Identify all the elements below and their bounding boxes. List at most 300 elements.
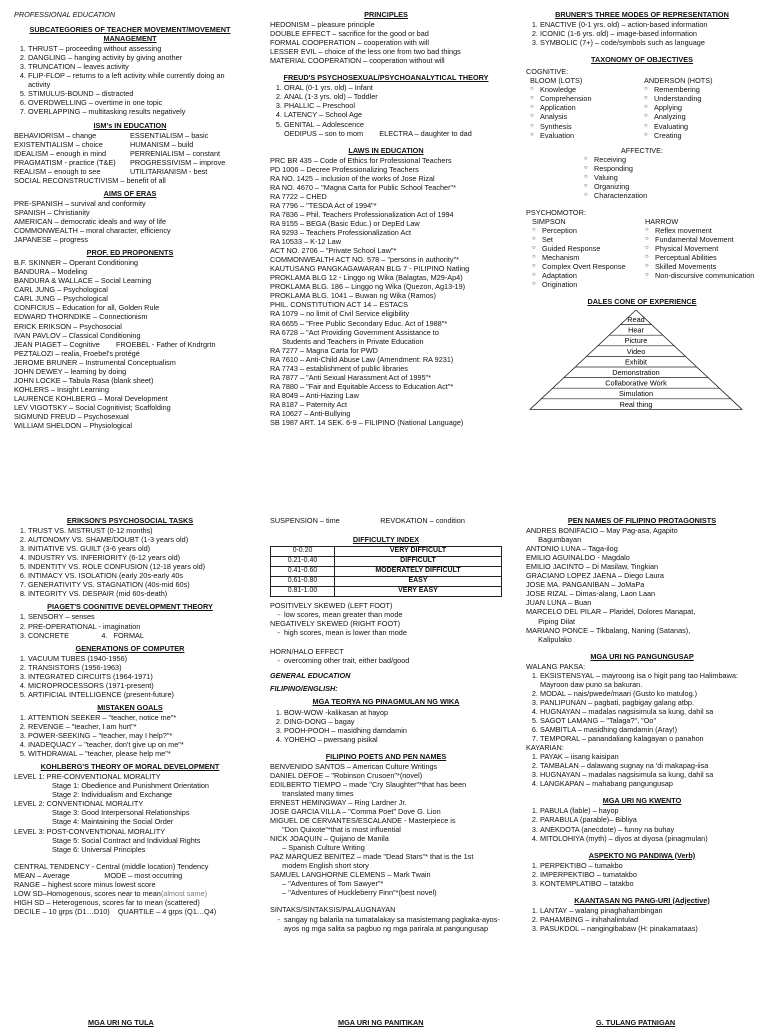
list-item: 1. EKSISTENSYAL – mayroong isa o higit pang tao Halimbawa: Mayroon daw puno sa bakuran. <box>540 671 758 689</box>
anderson-label: ANDERSON (HOTS) <box>644 76 713 86</box>
list-item: ERICK ERIKSON – Psychosocial <box>14 321 122 331</box>
table-cell: 0-0.20 <box>271 547 335 557</box>
list-item: JUAN LUNA – Buan <box>526 598 592 608</box>
dale-heading: DALES CONE OF EXPERIENCE <box>587 297 697 307</box>
list-item-text: Creating <box>654 130 682 140</box>
list-item: RA 7836 – Phil. Teachers Professionalization Act of 1994 <box>270 209 454 219</box>
list-item: COMMONWEALTH ACT NO. 578 – "persons in authority"* <box>270 255 460 265</box>
list-item: DOUBLE EFFECT – sacrifice for the good or bad <box>270 29 429 39</box>
list-item: JOHN DEWEY – learning by doing <box>14 366 127 376</box>
horn-halo: HORN/HALO EFFECT <box>270 647 344 657</box>
list-item: RA 6655 – "Free Public Secondary Educ. Act of 1988"* <box>270 318 448 328</box>
list-item <box>644 94 758 103</box>
list-item: 2. REVENGE – "teacher, I am hurt"* <box>28 722 246 731</box>
list-item: PROKLAMA BLG. 1041 – Buwan ng Wika (Ramos) <box>270 291 436 301</box>
list-item: 4. LATENCY – School Age <box>284 110 502 119</box>
list-item: HEDONISM – pleasure principle <box>270 20 375 30</box>
pen-names-list <box>526 526 758 644</box>
list-item-text: Fundamental Movement <box>655 235 734 245</box>
list-item-text: Analyzing <box>654 112 686 122</box>
list-item: JEAN PIAGET – Cognitive FROEBEL - Father of Kndrgrtn <box>14 339 216 349</box>
cone-level-label: Simulation <box>618 389 654 399</box>
dale-cone <box>526 310 758 413</box>
list-item <box>532 235 645 244</box>
list-item: Students and Teachers in Private Education <box>270 336 424 346</box>
table-cell <box>166 176 246 185</box>
list-item: KAUTUSANG PANGKAGAWARAN BLG 7 - PILIPINO Natling <box>270 264 470 274</box>
laws-heading: LAWS IN EDUCATION <box>348 145 424 155</box>
stats-note: (almost same) <box>160 888 208 898</box>
bullet-icon: ○ <box>532 236 536 243</box>
list-item: 2. IMPERPEKTIBO – tumatakbo <box>540 870 758 879</box>
list-item: JOSE GARCIA VILLA – "Comma Poet" Dove G. Lion <box>270 806 441 816</box>
bloom-column <box>526 76 644 139</box>
list-item-text: Perceptual Abilities <box>655 253 717 263</box>
page-title: PROFESSIONAL EDUCATION <box>14 10 116 19</box>
list-item: 1. PABULA (fable) – hayop <box>540 806 758 815</box>
list-item-text: Origination <box>542 280 578 290</box>
poets-heading: FILIPINO POETS AND PEN NAMES <box>325 751 447 761</box>
cone-level-label: Demonstration <box>612 368 660 378</box>
list-item: 4. MICROPROCESSORS (1971-present) <box>28 681 246 690</box>
list-item: 4. LANGKAPAN – mahabang pangungusap <box>540 779 758 788</box>
bullet-icon: ○ <box>644 113 648 120</box>
sintaks-list <box>270 915 502 933</box>
list-item: BANDURA – Modeling <box>14 267 88 277</box>
footer-heading: G. TULANG PATNIGAN <box>596 1018 676 1027</box>
negative-skew-list <box>270 628 502 637</box>
stats-line <box>14 889 246 898</box>
list-item: 2. MODAL – nais/pwede/maari (Gusto ko matulog.) <box>540 689 758 698</box>
computer-heading: GENERATIONS OF COMPUTER <box>75 643 185 653</box>
list-item: 2. TRANSISTORS (1956-1963) <box>28 663 246 672</box>
list-item: modern English short story <box>270 861 369 871</box>
stats-line: MEAN – Average MODE – most occurring <box>14 870 183 880</box>
list-item: 5. WITHDRAWAL – "teacher, please help me"* <box>28 749 246 758</box>
footer-heading: MGA URI NG TULA <box>88 1018 154 1027</box>
list-item: 1. BOW-WOW -kalikasan at hayop <box>284 708 502 717</box>
list-item: RA 8187 – Paternity Act <box>270 399 348 409</box>
cone-level-label: Picture <box>624 336 648 346</box>
bloom-label: BLOOM (LOTS) <box>530 76 583 86</box>
list-item <box>645 226 758 235</box>
negative-skew: NEGATIVELY SKEWED (RIGHT FOOT) <box>270 619 401 629</box>
table-row <box>14 131 246 140</box>
walang-paksa-list <box>526 671 758 743</box>
laws-list <box>270 156 502 427</box>
list-item <box>584 164 758 173</box>
piaget-heading: PIAGET'S COGNITIVE DEVELOPMENT THEORY <box>47 602 213 612</box>
list-item: RA 7743 – establishment of public libraries <box>270 363 408 373</box>
list-item-text: Organizing <box>594 181 630 191</box>
kohlberg-heading: KOHLBERG'S THEORY OF MORAL DEVELOPMENT <box>40 762 220 772</box>
list-item: PROKLAMA BLG 12 - Linggo ng Wika (Balagtas, M29-Ap4) <box>270 273 463 283</box>
list-item: 4. YOHEHO – pwersang pisikal <box>284 735 502 744</box>
proponents-heading: PROF. ED PROPONENTS <box>86 248 174 258</box>
list-item: - high scores, mean is lower than mode <box>284 628 502 637</box>
list-item <box>584 173 758 182</box>
table-row <box>271 547 502 557</box>
kohlberg-stage: Stage 6: Universal Principles <box>52 844 146 854</box>
list-item: 5. GENITAL – Adolescence <box>284 120 502 129</box>
list-item: PEZTALOZI – realia, Froebel's protégé <box>14 348 140 358</box>
difficulty-heading: DIFFICULTY INDEX <box>352 535 420 545</box>
bullet-icon: ○ <box>530 104 534 111</box>
list-item <box>644 85 758 94</box>
stats-line: RANGE – highest score minus lowest score <box>14 879 156 889</box>
table-cell: 0.21-0.40 <box>271 557 335 567</box>
list-item: - low scores, mean greater than mode <box>284 610 502 619</box>
list-item: translated many times <box>270 788 354 798</box>
list-item <box>532 271 645 280</box>
list-item: Bagumbayan <box>526 535 582 545</box>
list-item: 4. INADEQUACY – "teacher, don't give up on me"* <box>28 740 246 749</box>
list-item <box>530 103 644 112</box>
cone-level-label: Hear <box>628 325 644 335</box>
cognitive-columns <box>526 76 758 139</box>
list-item: 3. ANEKDOTA (anecdote) – funny na buhay <box>540 825 758 834</box>
table-cell: PROGRESSIVISM – improve <box>130 157 226 167</box>
list-item: 1. ATTENTION SEEKER – "teacher, notice me"* <box>28 713 246 722</box>
table-cell: 0.81-1.00 <box>271 587 335 597</box>
list-item: RA 9293 – Teachers Professionalization Act <box>270 228 412 238</box>
pang-uri-list <box>526 906 758 933</box>
list-item <box>532 262 645 271</box>
computer-list <box>14 654 246 699</box>
proponents-list <box>14 258 246 430</box>
horn-halo-list <box>270 656 502 665</box>
bullet-icon: ○ <box>645 254 649 261</box>
freud-list <box>270 83 502 128</box>
eras-heading: AIMS OF ERAS <box>103 188 157 198</box>
list-item: 3. CONCRETE 4. FORMAL <box>28 631 246 640</box>
bloom-list <box>530 85 644 139</box>
erikson-heading: ERIKSON'S PSYCHOSOCIAL TASKS <box>66 516 194 525</box>
list-item-text: Reflex movement <box>655 225 712 235</box>
table-cell: PERRENIALISM – constant <box>130 148 221 158</box>
bruner-list <box>526 20 758 47</box>
table-cell: EASY <box>334 577 501 587</box>
list-item: 1. SENSORY – senses <box>28 612 246 621</box>
list-item: 4. INDUSTRY VS. INFERIORITY (6-12 years old) <box>28 553 246 562</box>
list-item-text: Mechanism <box>542 253 580 263</box>
bullet-icon: ○ <box>644 95 648 102</box>
pandiwa-heading: ASPEKTO NG PANDIWA (Verb) <box>588 850 696 860</box>
list-item: 1. LANTAY – walang pinaghahambingan <box>540 906 758 915</box>
bullet-icon: ○ <box>644 86 648 93</box>
list-item: JEROME BRUNER – Instrumental Conceptualism <box>14 357 176 367</box>
psychomotor-columns <box>526 217 758 289</box>
list-item-text: Applying <box>654 103 682 113</box>
oedipus-electra: OEDIPUS – son to mom ELECTRA – daughter to dad <box>284 128 472 138</box>
list-item-text: Skilled Movements <box>655 262 717 272</box>
list-item <box>532 280 645 289</box>
table-cell: REALISM – enough to see <box>14 166 101 176</box>
table-row <box>14 149 246 158</box>
list-item: 1. TRUST VS. MISTRUST (0-12 months) <box>28 526 246 535</box>
list-item: 2. DING-DONG – bagay <box>284 717 502 726</box>
list-item: COMMONWEALTH – moral character, efficiency <box>14 226 171 236</box>
principles-list <box>270 20 502 65</box>
list-item-text: Analysis <box>540 112 568 122</box>
cone-level-label: Exhibit <box>625 357 647 367</box>
table-cell: UTILITARIANISM - best <box>130 166 208 176</box>
list-item <box>530 94 644 103</box>
bullet-icon: ○ <box>584 191 588 198</box>
list-item: EMILIO AGUINALDO - Magdalo <box>526 553 630 563</box>
list-item: RA 7610 – Anti-Child Abuse Law (Amendment: RA 9231) <box>270 354 454 364</box>
bullet-icon: ○ <box>645 236 649 243</box>
list-item: ERNEST HEMINGWAY – Ring Lardner Jr. <box>270 797 407 807</box>
kayarian-label: KAYARIAN: <box>526 743 564 753</box>
bullet-icon: ○ <box>645 226 649 233</box>
kwento-list <box>526 806 758 842</box>
list-item: RA 7277 – Magna Carta for PWD <box>270 345 378 355</box>
list-item: SPANISH – Christianity <box>14 207 90 217</box>
list-item: 1. ENACTIVE (0-1 yrs. old) – action-based information <box>540 20 758 29</box>
kohlberg-stage: Stage 2: Individualism and Exchange <box>52 790 173 800</box>
list-item: 1. THRUST – proceeding without assessing <box>28 44 246 53</box>
bullet-icon: ○ <box>645 263 649 270</box>
bullet-icon: ○ <box>644 131 648 138</box>
cognitive-label: COGNITIVE: <box>526 67 569 77</box>
list-item: CONFICIUS – Education for all, Golden Rule <box>14 303 160 313</box>
bullet-icon: ○ <box>645 272 649 279</box>
list-item: RA NO. 4670 – "Magna Carta for Public School Teacher"* <box>270 182 456 192</box>
table-cell: 0.61-0.80 <box>271 577 335 587</box>
table-row <box>14 158 246 167</box>
list-item <box>645 271 758 280</box>
anderson-list <box>644 85 758 139</box>
bullet-icon: ○ <box>530 86 534 93</box>
table-cell: HUMANISM – build <box>130 139 194 149</box>
list-item: 3. TRUNCATION – leaves activity <box>28 62 246 71</box>
list-item-text: Evaluation <box>540 130 575 140</box>
list-item-text: Perception <box>542 225 577 235</box>
kohlberg-stage: Stage 3: Good Interpersonal Relationships <box>52 808 190 818</box>
list-item-text: Comprehension <box>540 94 592 104</box>
stats-line: DECILE – 10 grps (D1…D10) QUARTILE – 4 grps (Q1…Q4) <box>14 906 217 916</box>
cone-level-label: Read <box>627 315 645 325</box>
list-item <box>644 103 758 112</box>
table-cell: 0.41-0.60 <box>271 567 335 577</box>
list-item-text: Responding <box>594 163 633 173</box>
list-item: 3. INTEGRATED CIRCUITS (1964-1971) <box>28 672 246 681</box>
list-item: RA 10627 – Anti-Bullying <box>270 408 351 418</box>
list-item <box>584 182 758 191</box>
list-item: RA 7880 – "Fair and Equitable Access to Education Act"* <box>270 381 454 391</box>
sintaks-heading: SINTAKS/SINTAKSIS/PALAUGNAYAN <box>270 905 396 915</box>
table-row <box>271 567 502 577</box>
list-item: 2. ICONIC (1-6 yrs. old) – image-based information <box>540 29 758 38</box>
bullet-icon: ○ <box>644 104 648 111</box>
bullet-icon: ○ <box>532 281 536 288</box>
list-item: RA 7722 – CHED <box>270 191 327 201</box>
list-item: LAURENCE KOHLBERG – Moral Development <box>14 393 168 403</box>
list-item <box>645 262 758 271</box>
list-item: RA 7796 – "TESDA Act of 1994"* <box>270 200 377 210</box>
eras-list <box>14 199 246 244</box>
list-item <box>584 155 758 164</box>
list-item: 3. PASUKDOL – nangingibabaw (H: pinakamataas) <box>540 924 758 933</box>
kohlberg-list <box>14 772 246 853</box>
list-item: 7. TEMPORAL – panandaliang kalagayan o panahon <box>540 734 758 743</box>
kwento-heading: MGA URI NG KWENTO <box>602 796 682 806</box>
bruner-heading: BRUNER'S THREE MODES OF REPRESENTATION <box>555 10 729 19</box>
list-item: B.F. SKINNER – Operant Conditioning <box>14 258 139 268</box>
list-item: ACT NO. 2706 – "Private School Law"* <box>270 246 397 256</box>
bullet-icon: ○ <box>532 263 536 270</box>
table-cell: EXISTENTIALISM – choice <box>14 139 103 149</box>
list-item: 2. PRE-OPERATIONAL - imagination <box>28 622 246 631</box>
poets-list <box>270 762 502 898</box>
list-item: Kalipulako <box>526 634 572 644</box>
list-item: "Don Quixote"*that is most influential <box>270 825 401 835</box>
list-item-text: Set <box>542 235 553 245</box>
positive-skew-list <box>270 610 502 619</box>
bullet-icon: ○ <box>584 155 588 162</box>
subcat-heading: SUBCATEGORIES OF TEACHER MOVEMENT/MOVEMENT MANAGEMENT <box>29 25 231 44</box>
affective-label: AFFECTIVE: <box>620 145 664 155</box>
piaget-list <box>14 612 246 639</box>
bullet-icon: ○ <box>644 122 648 129</box>
list-item-text: Physical Movement <box>655 244 719 254</box>
list-item: PD 1006 – Decree Professionalizing Teachers <box>270 164 419 174</box>
list-item: RA 8049 – Anti-Hazing Law <box>270 390 359 400</box>
suspension-line: SUSPENSION – time REVOKATION – condition <box>270 516 465 525</box>
harrow-column <box>645 217 758 289</box>
list-item: MARCELO DEL PILAR – Plaridel, Dolores Manapat, <box>526 607 696 617</box>
right-column-bottom <box>526 516 758 933</box>
list-item: RA NO. 1425 – inclusion of the works of Jose Rizal <box>270 173 435 183</box>
list-item: KOHLERS – Insight Learning <box>14 384 109 394</box>
list-item: 1. PAYAK – iisang kaisipan <box>540 752 758 761</box>
list-item-text: Synthesis <box>540 121 572 131</box>
bullet-icon: ○ <box>530 113 534 120</box>
goals-list <box>14 713 246 758</box>
list-item: CARL JUNG – Psychological <box>14 285 108 295</box>
freud-heading: FREUD'S PSYCHOSEXUAL/PSYCHOANALYTICAL THEORY <box>283 73 489 83</box>
list-item: SIGMUND FREUD – Psychosexual <box>14 411 129 421</box>
list-item: 2. DANGLING – hanging activity by giving another <box>28 53 246 62</box>
table-row <box>14 176 246 185</box>
kohlberg-stage: Stage 5: Social Contract and Individual Rights <box>52 835 201 845</box>
list-item <box>644 122 758 131</box>
goals-heading: MISTAKEN GOALS <box>97 702 163 712</box>
list-item: ANTONIO LUNA – Taga-ilog <box>526 544 618 554</box>
list-item: 4. FLIP-FLOP – returns to a left activity while currently doing an activity <box>28 71 246 89</box>
table-cell: MODERATELY DIFFICULT <box>334 567 501 577</box>
list-item <box>530 122 644 131</box>
list-item: AMERICAN – democratic ideals and way of life <box>14 216 167 226</box>
list-item: RA 1079 – no limit of Civil Service eligibility <box>270 309 410 319</box>
list-item-text: Knowledge <box>540 85 577 95</box>
table-cell: SOCIAL RECONSTRUCTIVISM – benefit of all <box>14 175 166 185</box>
stats-line: HIGH SD – Heterogenous, scores far to mean (scattered) <box>14 897 200 907</box>
list-item: 3. INITIATIVE VS. GUILT (3-6 years old) <box>28 544 246 553</box>
list-item: 7. GENERATIVITY VS. STAGNATION (40s-mid 60s) <box>28 580 246 589</box>
subcat-list <box>14 44 246 116</box>
list-item: 3. PHALLIC – Preschool <box>284 101 502 110</box>
pangungusap-heading: MGA URI NG PANGUNGUSAP <box>590 651 694 661</box>
list-item-text: Application <box>540 103 576 113</box>
list-item: IVAN PAVLOV – Classical Conditioning <box>14 330 141 340</box>
bullet-icon: ○ <box>584 182 588 189</box>
list-item: BENVENIDO SANTOS – American Culture Writings <box>270 761 438 771</box>
list-item: 2. TAMBALAN – dalawang sugnay na 'di makapag-iisa <box>540 761 758 770</box>
cone-level-label: Video <box>626 347 646 357</box>
list-item-text: Non-discursive communication <box>655 271 755 281</box>
bullet-icon: ○ <box>584 164 588 171</box>
list-item: JAPANESE – progress <box>14 235 89 245</box>
list-item: CARL JUNG – Psychological <box>14 294 108 304</box>
list-item <box>532 253 645 262</box>
list-item: RA 7877 – "Anti Sexual Harassment Act of 1995"* <box>270 372 431 382</box>
isms-table <box>14 131 246 185</box>
list-item: EDWARD THORNDIKE – Connectionism <box>14 312 148 322</box>
list-item <box>532 244 645 253</box>
list-item: 2. ANAL (1-3 yrs. old) – Toddler <box>284 92 502 101</box>
list-item: 3. SYMBOLIC (7+) – code/symbols such as language <box>540 38 758 47</box>
general-education-label: GENERAL EDUCATION <box>270 671 351 681</box>
bullet-icon: ○ <box>532 245 536 252</box>
list-item: NICK JOAQUIN – Quijano de Manila <box>270 834 389 844</box>
list-item: - sangay ng balarila na tumatalakay sa masistemang pagkaka-ayos-ayos ng mga salita sa pagbuo ng mga parirala at pangungusap <box>284 915 502 933</box>
list-item: BANDURA & WALLACE – Social Learning <box>14 276 152 286</box>
list-item: – "Adventures of Huckleberry Finn"*(best novel) <box>270 888 437 898</box>
simpson-column <box>526 217 645 289</box>
list-item: PAZ MARQUEZ BENITEZ – made "Dead Stars"* that is the 1st <box>270 852 474 862</box>
list-item: 2. AUTONOMY VS. SHAME/DOUBT (1-3 years old) <box>28 535 246 544</box>
list-item: 7. OVERLAPPING – multitasking results negatively <box>28 107 246 116</box>
affective-list <box>526 155 758 200</box>
list-item: 1. ORAL (0-1 yrs. old) – Infant <box>284 83 502 92</box>
right-column-top <box>526 10 758 414</box>
simpson-label: SIMPSON <box>532 216 566 226</box>
list-item-text: Evaluating <box>654 121 689 131</box>
bullet-icon: ○ <box>645 245 649 252</box>
list-item: MIGUEL DE CERVANTES/ESCALANDE - Masterpiece is <box>270 816 456 826</box>
list-item: 3. POWER-SEEKING – "teacher, may I help?"* <box>28 731 246 740</box>
list-item: 6. SAMBITLA – masidhing damdamin (Aray!) <box>540 725 758 734</box>
list-item: 5. ARTIFICIAL INTELLIGENCE (present-future) <box>28 690 246 699</box>
list-item: PRE-SPANISH – survival and conformity <box>14 198 146 208</box>
list-item: JOSE MA. PANGANIBAN – JoMaPa <box>526 580 645 590</box>
list-item-text: Understanding <box>654 94 702 104</box>
cone-level-label: Real thing <box>619 400 653 410</box>
filipino-english-label: FILIPINO/ENGLISH: <box>270 684 338 694</box>
list-item <box>645 244 758 253</box>
middle-column-top <box>270 10 502 427</box>
list-item: 3. HUGNAYAN – madalas nagsisimula sa kung, dahil sa <box>540 770 758 779</box>
isms-heading: ISM's IN EDUCATION <box>93 120 167 130</box>
dale-cone-svg <box>526 310 746 413</box>
bullet-icon: ○ <box>530 131 534 138</box>
list-item: JOHN LOCKE – Tabula Rasa (blank sheet) <box>14 375 154 385</box>
list-item: 1. PERPEKTIBO – tumakbo <box>540 861 758 870</box>
kohlberg-level: LEVEL 1: PRE-CONVENTIONAL MORALITY <box>14 772 161 782</box>
list-item: LEV VIGOTSKY – Social Cognitivist; Scaffolding <box>14 402 171 412</box>
list-item: JOSE RIZAL – Dimas-alang, Laon Laan <box>526 589 656 599</box>
pandiwa-list <box>526 861 758 888</box>
list-item: DANIEL DEFOE – "Robinson Crusoen"*(novel) <box>270 770 423 780</box>
kohlberg-stage: Stage 1: Obedience and Punishment Orientation <box>52 781 209 791</box>
stats-line: CENTRAL TENDENCY - Central (middle location) Tendency <box>14 861 209 871</box>
positive-skew: POSITIVELY SKEWED (LEFT FOOT) <box>270 601 393 611</box>
bullet-icon: ○ <box>584 173 588 180</box>
list-item: 6. INTIMACY VS. ISOLATION (early 20s-early 40s <box>28 571 246 580</box>
list-item: Piping Dilat <box>526 616 576 626</box>
